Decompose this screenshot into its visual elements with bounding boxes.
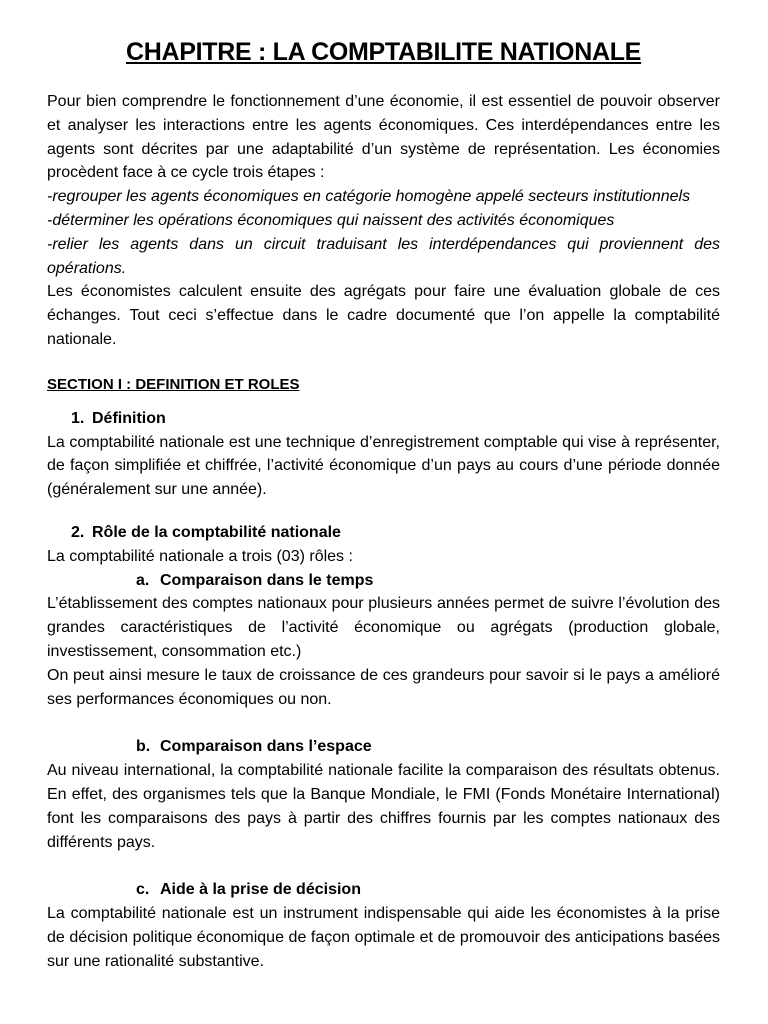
- intro-paragraph: Pour bien comprendre le fonctionnement d’une économie, il est essentiel de pouvoir observer et analyser les interactions entre les agents économiques. Ces interdépendances entre les agents sont décrites par une adaptabilité d’un système de représentation. Les économies procèdent face à ce cycle trois étapes :: [47, 93, 720, 182]
- page-title: CHAPITRE : LA COMPTABILITE NATIONALE: [125, 38, 642, 66]
- role-item-c-paragraph-1: La comptabilité nationale est un instrument indispensable qui aide les économistes à la prise de décision politique économique de façon optimale et de promouvoir des anticipations basées sur une rationalité substantive.: [47, 905, 720, 970]
- role-item-b-heading: [47, 735, 720, 759]
- intro-step-2: -déterminer les opérations économiques qui naissent des activités économiques: [47, 211, 615, 229]
- role-item-c-letter: c.: [136, 881, 150, 899]
- role-intro: La comptabilité nationale a trois (03) rôles :: [47, 547, 353, 565]
- section-heading: SECTION I : DEFINITION ET ROLES: [47, 375, 300, 393]
- definition-number: 1.: [71, 409, 85, 427]
- role-item-a-heading: [47, 569, 720, 593]
- intro-step-3: -relier les agents dans un circuit traduisant les interdépendances qui proviennent des opérations.: [47, 235, 720, 277]
- role-item-a-paragraph-1: L’établissement des comptes nationaux pour plusieurs années permet de suivre l’évolution des grandes caractéristiques de l’activité économique ou agrégats (production globale, investissement, consommation etc.): [47, 595, 720, 660]
- role-item-c-heading: [47, 878, 720, 902]
- definition-heading-label: Définition: [92, 409, 166, 427]
- role-item-a-label: Comparaison dans le temps: [160, 571, 374, 589]
- role-item-a-letter: a.: [136, 571, 150, 589]
- role-item-b-letter: b.: [136, 738, 151, 756]
- role-item-a-paragraph-2: On peut ainsi mesure le taux de croissance de ces grandeurs pour savoir si le pays a amélioré ses performances économiques ou non.: [47, 666, 720, 708]
- role-item-b-label: Comparaison dans l’espace: [160, 738, 372, 756]
- definition-heading: [47, 407, 720, 431]
- role-number: 2.: [71, 523, 85, 541]
- role-heading: [47, 521, 720, 545]
- role-item-c-label: Aide à la prise de décision: [160, 881, 361, 899]
- intro-step-1: -regrouper les agents économiques en catégorie homogène appelé secteurs institutionnels: [47, 188, 691, 206]
- definition-text: La comptabilité nationale est une technique d’enregistrement comptable qui vise à représenter, de façon simplifiée et chiffrée, l’activité économique d’un pays au cours d’une période donnée (généralement sur une année).: [47, 433, 720, 499]
- intro-conclusion: Les économistes calculent ensuite des agrégats pour faire une évaluation globale de ces échanges. Tout ceci s’effectue dans le cadre documenté que l’on appelle la comptabilité nationale.: [47, 283, 720, 348]
- role-item-b-paragraph-1: Au niveau international, la comptabilité nationale facilite la comparaison des résultats obtenus. En effet, des organismes tels que la Banque Mondiale, le FMI (Fonds Monétaire International) font les comparaisons des pays à partir des chiffres fournis par les comptes nationaux des différents pays.: [47, 762, 720, 851]
- role-heading-label: Rôle de la comptabilité nationale: [92, 523, 341, 541]
